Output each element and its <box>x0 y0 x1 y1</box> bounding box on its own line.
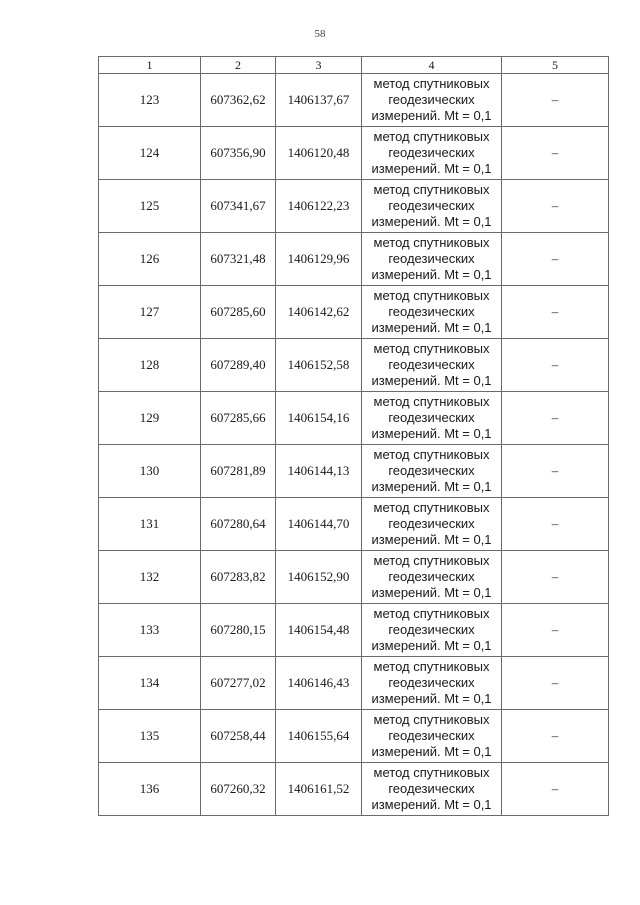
x-coordinate-cell: 607289,40 <box>201 339 276 392</box>
method-text-line: измерений. Mt = 0,1 <box>371 691 492 706</box>
method-text-line: геодезических <box>388 92 475 107</box>
method-text-line: метод спутниковых <box>373 394 490 409</box>
y-coordinate-cell: 1406142,62 <box>276 286 362 339</box>
method-text-line: геодезических <box>388 145 475 160</box>
point-number-cell: 130 <box>99 445 201 498</box>
method-text-line: метод спутниковых <box>373 129 490 144</box>
method-cell <box>362 657 502 710</box>
point-number-cell: 132 <box>99 551 201 604</box>
table-row <box>99 763 609 816</box>
column-5-cell: – <box>502 445 609 498</box>
method-text-line: метод спутниковых <box>373 500 490 515</box>
method-text-line: измерений. Mt = 0,1 <box>371 585 492 600</box>
table-row <box>99 498 609 551</box>
point-number-cell: 126 <box>99 233 201 286</box>
table-row <box>99 604 609 657</box>
coordinates-table <box>98 56 609 816</box>
column-5-cell: – <box>502 498 609 551</box>
method-text-line: метод спутниковых <box>373 447 490 462</box>
point-number-cell: 128 <box>99 339 201 392</box>
table-row <box>99 233 609 286</box>
y-coordinate-cell: 1406161,52 <box>276 763 362 816</box>
column-5-cell: – <box>502 233 609 286</box>
method-text-line: геодезических <box>388 516 475 531</box>
method-cell <box>362 551 502 604</box>
table-row <box>99 74 609 127</box>
method-text-line: геодезических <box>388 198 475 213</box>
method-text-line: метод спутниковых <box>373 341 490 356</box>
column-5-cell: – <box>502 74 609 127</box>
method-text-line: метод спутниковых <box>373 288 490 303</box>
y-coordinate-cell: 1406122,23 <box>276 180 362 233</box>
point-number-cell: 127 <box>99 286 201 339</box>
method-text-line: геодезических <box>388 781 475 796</box>
x-coordinate-cell: 607283,82 <box>201 551 276 604</box>
x-coordinate-cell: 607285,60 <box>201 286 276 339</box>
column-header-5: 5 <box>502 57 609 74</box>
method-text-line: метод спутниковых <box>373 235 490 250</box>
table-row <box>99 551 609 604</box>
x-coordinate-cell: 607321,48 <box>201 233 276 286</box>
method-cell <box>362 339 502 392</box>
x-coordinate-cell: 607280,15 <box>201 604 276 657</box>
method-text-line: геодезических <box>388 357 475 372</box>
column-header-1: 1 <box>99 57 201 74</box>
method-cell <box>362 392 502 445</box>
x-coordinate-cell: 607356,90 <box>201 127 276 180</box>
column-5-cell: – <box>502 657 609 710</box>
method-text-line: геодезических <box>388 463 475 478</box>
method-text-line: измерений. Mt = 0,1 <box>371 797 492 812</box>
method-text-line: измерений. Mt = 0,1 <box>371 638 492 653</box>
y-coordinate-cell: 1406137,67 <box>276 74 362 127</box>
method-text-line: метод спутниковых <box>373 712 490 727</box>
x-coordinate-cell: 607258,44 <box>201 710 276 763</box>
method-cell <box>362 127 502 180</box>
y-coordinate-cell: 1406144,70 <box>276 498 362 551</box>
method-text-line: измерений. Mt = 0,1 <box>371 744 492 759</box>
column-5-cell: – <box>502 710 609 763</box>
table-header-row <box>99 57 609 74</box>
method-cell <box>362 710 502 763</box>
method-cell <box>362 445 502 498</box>
method-text-line: метод спутниковых <box>373 76 490 91</box>
table-row <box>99 180 609 233</box>
method-text-line: метод спутниковых <box>373 553 490 568</box>
column-header-4: 4 <box>362 57 502 74</box>
method-text-line: измерений. Mt = 0,1 <box>371 320 492 335</box>
method-text-line: измерений. Mt = 0,1 <box>371 532 492 547</box>
method-text-line: геодезических <box>388 728 475 743</box>
method-text-line: измерений. Mt = 0,1 <box>371 214 492 229</box>
table-row <box>99 286 609 339</box>
method-cell <box>362 498 502 551</box>
method-text-line: метод спутниковых <box>373 606 490 621</box>
point-number-cell: 133 <box>99 604 201 657</box>
x-coordinate-cell: 607341,67 <box>201 180 276 233</box>
method-text-line: измерений. Mt = 0,1 <box>371 161 492 176</box>
method-text-line: метод спутниковых <box>373 765 490 780</box>
page-number: 58 <box>314 28 326 40</box>
method-cell <box>362 74 502 127</box>
y-coordinate-cell: 1406120,48 <box>276 127 362 180</box>
x-coordinate-cell: 607281,89 <box>201 445 276 498</box>
method-text-line: измерений. Mt = 0,1 <box>371 426 492 441</box>
x-coordinate-cell: 607362,62 <box>201 74 276 127</box>
method-text-line: измерений. Mt = 0,1 <box>371 108 492 123</box>
y-coordinate-cell: 1406146,43 <box>276 657 362 710</box>
method-cell <box>362 286 502 339</box>
y-coordinate-cell: 1406154,16 <box>276 392 362 445</box>
method-text-line: геодезических <box>388 410 475 425</box>
point-number-cell: 134 <box>99 657 201 710</box>
x-coordinate-cell: 607280,64 <box>201 498 276 551</box>
method-cell <box>362 233 502 286</box>
point-number-cell: 124 <box>99 127 201 180</box>
method-text-line: геодезических <box>388 675 475 690</box>
table-row <box>99 127 609 180</box>
column-header-2: 2 <box>201 57 276 74</box>
point-number-cell: 131 <box>99 498 201 551</box>
y-coordinate-cell: 1406155,64 <box>276 710 362 763</box>
x-coordinate-cell: 607277,02 <box>201 657 276 710</box>
column-5-cell: – <box>502 392 609 445</box>
point-number-cell: 135 <box>99 710 201 763</box>
method-text-line: измерений. Mt = 0,1 <box>371 267 492 282</box>
method-text-line: геодезических <box>388 622 475 637</box>
method-cell <box>362 763 502 816</box>
method-text-line: геодезических <box>388 304 475 319</box>
column-5-cell: – <box>502 180 609 233</box>
x-coordinate-cell: 607285,66 <box>201 392 276 445</box>
point-number-cell: 129 <box>99 392 201 445</box>
y-coordinate-cell: 1406152,90 <box>276 551 362 604</box>
method-text-line: метод спутниковых <box>373 182 490 197</box>
method-text-line: геодезических <box>388 569 475 584</box>
column-5-cell: – <box>502 551 609 604</box>
method-text-line: геодезических <box>388 251 475 266</box>
y-coordinate-cell: 1406129,96 <box>276 233 362 286</box>
y-coordinate-cell: 1406152,58 <box>276 339 362 392</box>
column-5-cell: – <box>502 127 609 180</box>
point-number-cell: 125 <box>99 180 201 233</box>
method-text-line: измерений. Mt = 0,1 <box>371 479 492 494</box>
x-coordinate-cell: 607260,32 <box>201 763 276 816</box>
method-cell <box>362 180 502 233</box>
y-coordinate-cell: 1406144,13 <box>276 445 362 498</box>
table-row <box>99 657 609 710</box>
method-text-line: метод спутниковых <box>373 659 490 674</box>
y-coordinate-cell: 1406154,48 <box>276 604 362 657</box>
table-row <box>99 445 609 498</box>
table-row <box>99 339 609 392</box>
column-5-cell: – <box>502 339 609 392</box>
column-5-cell: – <box>502 286 609 339</box>
column-5-cell: – <box>502 763 609 816</box>
point-number-cell: 136 <box>99 763 201 816</box>
column-5-cell: – <box>502 604 609 657</box>
column-header-3: 3 <box>276 57 362 74</box>
table-body <box>99 74 609 816</box>
point-number-cell: 123 <box>99 74 201 127</box>
method-cell <box>362 604 502 657</box>
method-text-line: измерений. Mt = 0,1 <box>371 373 492 388</box>
table-row <box>99 710 609 763</box>
table-row <box>99 392 609 445</box>
